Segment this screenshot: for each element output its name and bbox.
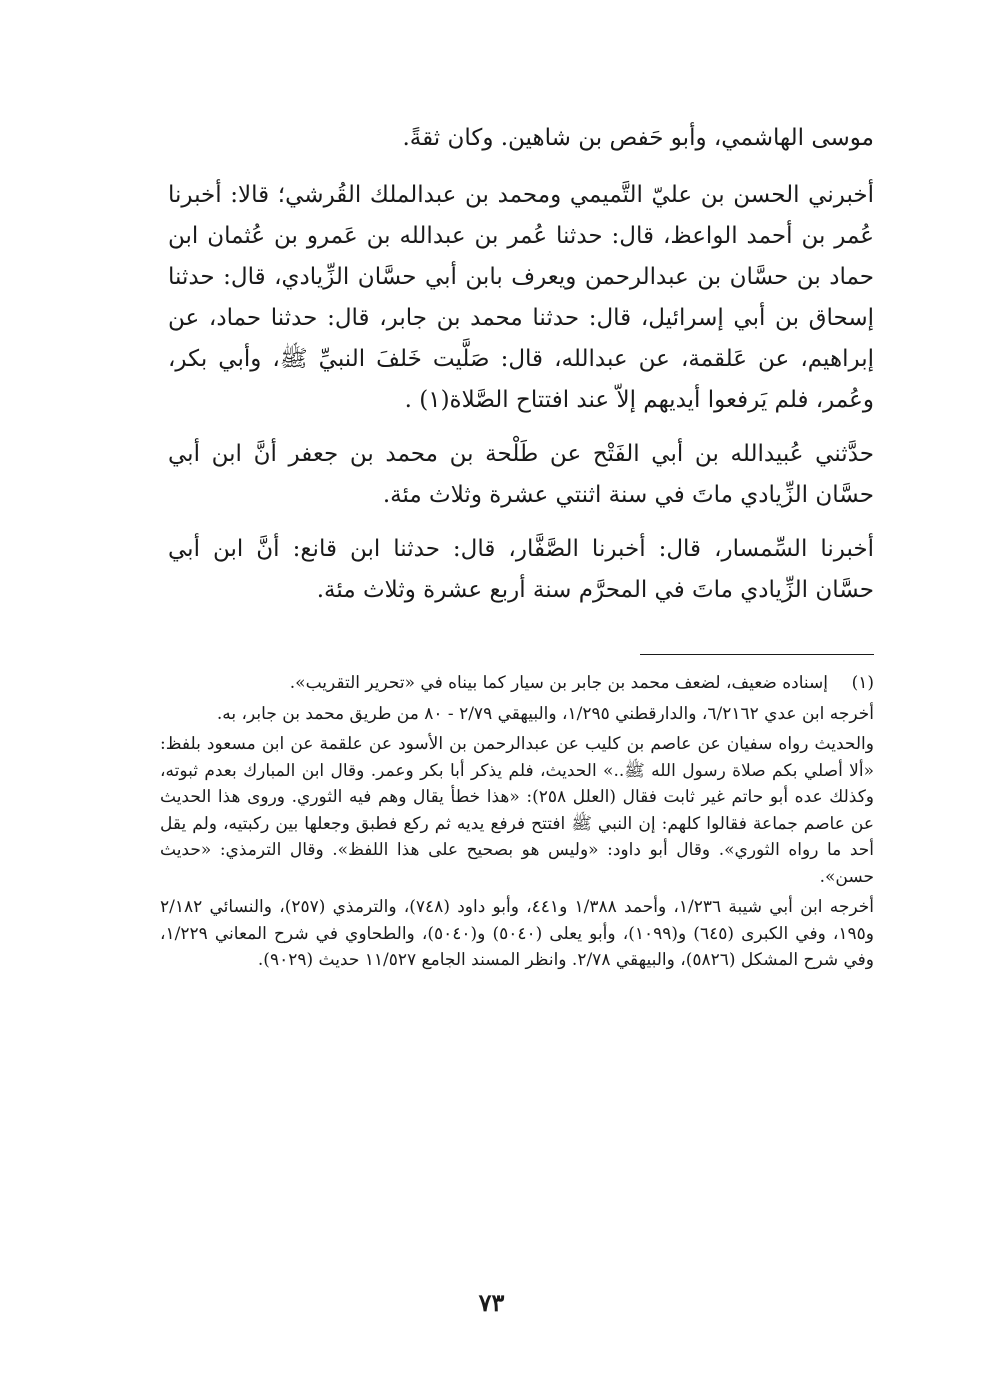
main-paragraph: أخبرني الحسن بن عليّ التَّميمي ومحمد بن عبدالملك القُرشي؛ قالا: أخبرنا عُمر بن أحمد الواعظ، قال: حدثنا عُمر بن عبدالله بن عَمرو بن عُثمان ابن حماد بن حسَّان بن عبدالرحمن ويعرف بابن أبي حسَّان الزِّيادي، قال: حدثنا إسحاق بن أبي إسرائيل، قال: حدثنا محمد بن جابر، قال: حدثنا حماد، عن إبراهيم، عن عَلقمة، عن عبدالله، قال: صَلَّيت خَلفَ النبيِّ ﷺ، وأبي بكر، وعُمر، فلم يَرفعوا أيديهم إلاّ عند افتتاح الصَّلاة(١) . xyxy=(168,182,874,413)
footnote-marker: (١) xyxy=(851,673,874,693)
footnote-paragraph: أخرجه ابن أبي شيبة ١/٢٣٦، وأحمد ١/٣٨٨ و٤٤١، وأبو داود (٧٤٨)، والترمذي (٢٥٧)، والنسائي ٢/١٨٢ و١٩٥، وفي الكبرى (٦٤٥) و(١٠٩٩)، وأبو يعلى (٥٠٤٠) و(٥٠٤٠)، والطحاوي في شرح المعاني ١/٢٢٩، وفي شرح المشكل (٥٨٢٦)، والبيهقي ٢/٧٨. وانظر المسند الجامع ١١/٥٢٧ حديث (٩٠٢٩). xyxy=(160,897,874,970)
main-paragraph: موسى الهاشمي، وأبو حَفص بن شاهين. وكان ثقةً. xyxy=(402,125,874,151)
footnote-item xyxy=(160,670,874,697)
footnote-paragraph: أخرجه ابن عدي ٦/٢١٦٢، والدارقطني ١/٢٩٥، والبيهقي ٢/٧٩ - ٨٠ من طريق محمد بن جابر، به. xyxy=(216,703,874,724)
main-paragraph: حدَّثني عُبيدالله بن أبي الفَتْح عن طَلْحة بن محمد بن جعفر أنَّ ابن أبي حسَّان الزِّيادي ماتَ في سنة اثنتي عشرة وثلاث مئة. xyxy=(168,441,874,508)
footnote-divider xyxy=(640,654,874,655)
main-text xyxy=(168,118,874,624)
footnote-paragraph: والحديث رواه سفيان عن عاصم بن كليب عن عبدالرحمن بن الأسود عن علقمة عن ابن مسعود بلفظ: «ألا أصلي بكم صلاة رسول الله ﷺ..» الحديث، فلم يذكر أبا بكر وعمر. وقال ابن المبارك بعدم ثبوته، وكذلك عده أبو حاتم غير ثابت فقال (العلل ٢٥٨): «هذا خطأ يقال وهم فيه الثوري. وروى هذا الحديث عن عاصم جماعة فقالوا كلهم: إن النبي ﷺ افتتح فرفع يديه ثم ركع فطبق وجعلها بين ركبتيه، ولم يقل أحد ما رواه الثوري». وقال أبو داود: «وليس هو بصحيح على هذا اللفظ». وقال الترمذي: «حديث حسن». xyxy=(160,734,874,887)
footnote-text: إسناده ضعيف، لضعف محمد بن جابر بن سيار كما بيناه في «تحرير التقريب». xyxy=(289,673,828,693)
page-number: ٧٣ xyxy=(478,1288,505,1317)
main-paragraph: أخبرنا السِّمسار، قال: أخبرنا الصَّفَّار، قال: حدثنا ابن قانع: أنَّ ابن أبي حسَّان الزِّيادي ماتَ في المحرَّم سنة أربع عشرة وثلاث مئة. xyxy=(168,536,874,603)
footnotes xyxy=(160,670,874,978)
